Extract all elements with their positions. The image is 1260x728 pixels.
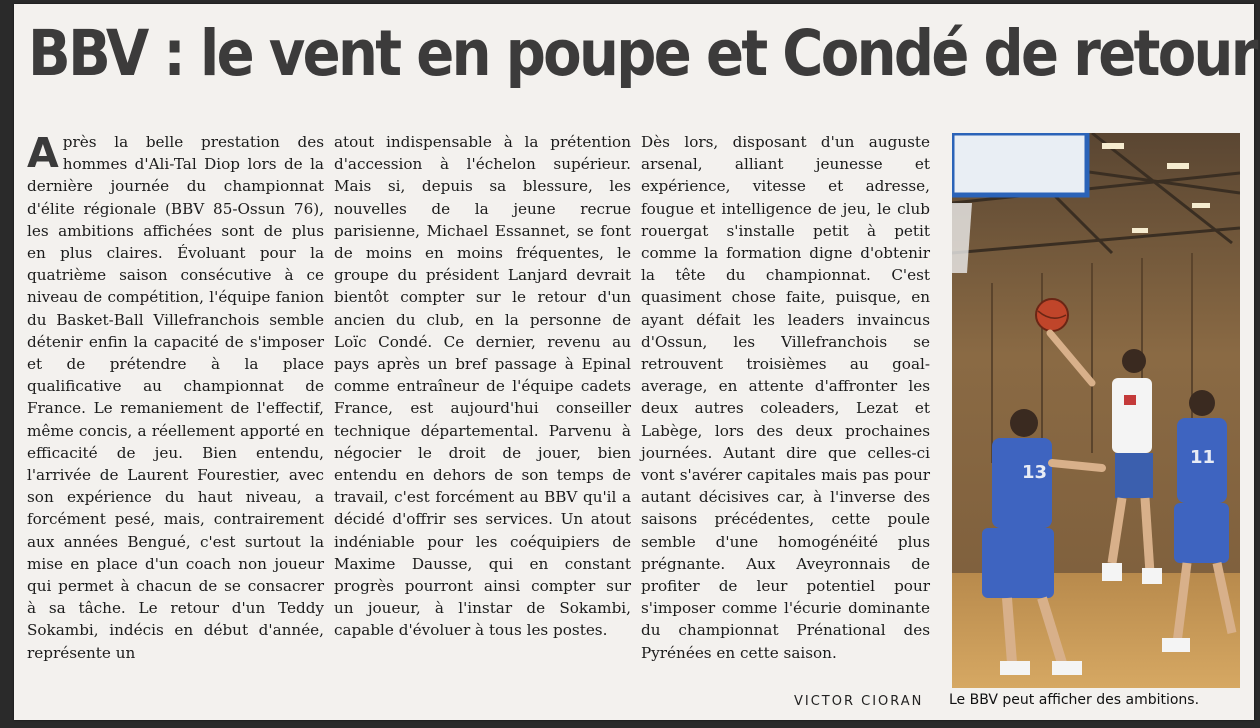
column-1-text: près la belle prestation des hommes d'Ali-Tal Diop lors de la dernière journée du championnat d'élite régionale (BBV 85-Ossun 76), les ambitions affichées sont de plus en plus claires. Évoluant pour la quatrième saison consécutive à ce niveau de compétition, l'équipe fanion du Basket-Ball Villefranchois semble détenir enfin la capacité de s'imposer et de prétendre à la place qualificative au championnat de France. Le remaniement de l'effectif, même concis, a réellement apporté en efficacité de jeu. Bien entendu, l'arrivée de Laurent Fourestier, avec son expérience du haut niveau, a forcément pesé, mais, contrairement aux années Bengué, c'est surtout la mise en place d'un coach non joueur qui permet à chacun de se consacrer à sa tâche. Le retour d'un Teddy Sokambi, indécis en début d'année, représente un [27, 133, 324, 662]
headline: BBV : le vent en poupe et Condé de retour [28, 17, 1256, 90]
byline: VICTOR CIORAN [794, 694, 924, 709]
column-2-text: atout indispensable à la prétention d'accession à l'échelon supérieur. Mais si, depuis sa blessure, les nouvelles de la jeune recrue parisienne, Michael Essannet, se font de moins en moins fréquentes, le groupe du président Lanjard devrait bientôt compter sur le retour d'un ancien du club, en la personne de Loïc Condé. Ce dernier, revenu au pays après un bref passage à Epinal comme entraîneur de l'équipe cadets France, est aujourd'hui conseiller technique départemental. Parvenu à négocier le droit de jouer, bien entendu en dehors de son temps de travail, c'est forcément au BBV qu'il a décidé d'offrir ses services. Un atout indéniable pour les coéquipiers de Maxime Dausse, qui en constant progrès pourront ainsi compter sur un joueur, à l'instar de Sokambi, capable d'évoluer à tous les postes. [334, 133, 631, 640]
column-3-text: Dès lors, disposant d'un auguste arsenal, alliant jeunesse et expérience, vitesse et adresse, fougue et intelligence de jeu, le club rouergat s'installe petit à petit comme la formation digne d'obtenir la tête du championnat. C'est quasiment chose faite, puisque, en ayant défait les leaders invaincus d'Ossun, les Villefranchois se retrouvent troisièmes au goal-average, en attente d'affronter les deux autres coleaders, Lezat et Labège, lors des deux prochaines journées. Autant dire que celles-ci vont s'avérer capitales mais pas pour autant décisives car, à l'inverse des saisons précédentes, cette poule semble d'une homogénéité plus prégnante. Aux Aveyronnais de profiter de leur potentiel pour s'imposer comme l'écurie dominante du championnat Prénational des Pyrénées en cette saison. [641, 133, 930, 662]
jersey-number-right: 11 [1190, 447, 1216, 468]
newspaper-clipping [14, 4, 1254, 720]
article-column-2 [334, 131, 631, 642]
jersey-number-left: 13 [1022, 462, 1048, 483]
photo-caption: Le BBV peut afficher des ambitions. [949, 692, 1200, 708]
drop-cap: A [27, 129, 59, 177]
article-column-1 [27, 131, 324, 664]
article-column-3 [641, 131, 930, 664]
basketball-photo [952, 133, 1240, 688]
